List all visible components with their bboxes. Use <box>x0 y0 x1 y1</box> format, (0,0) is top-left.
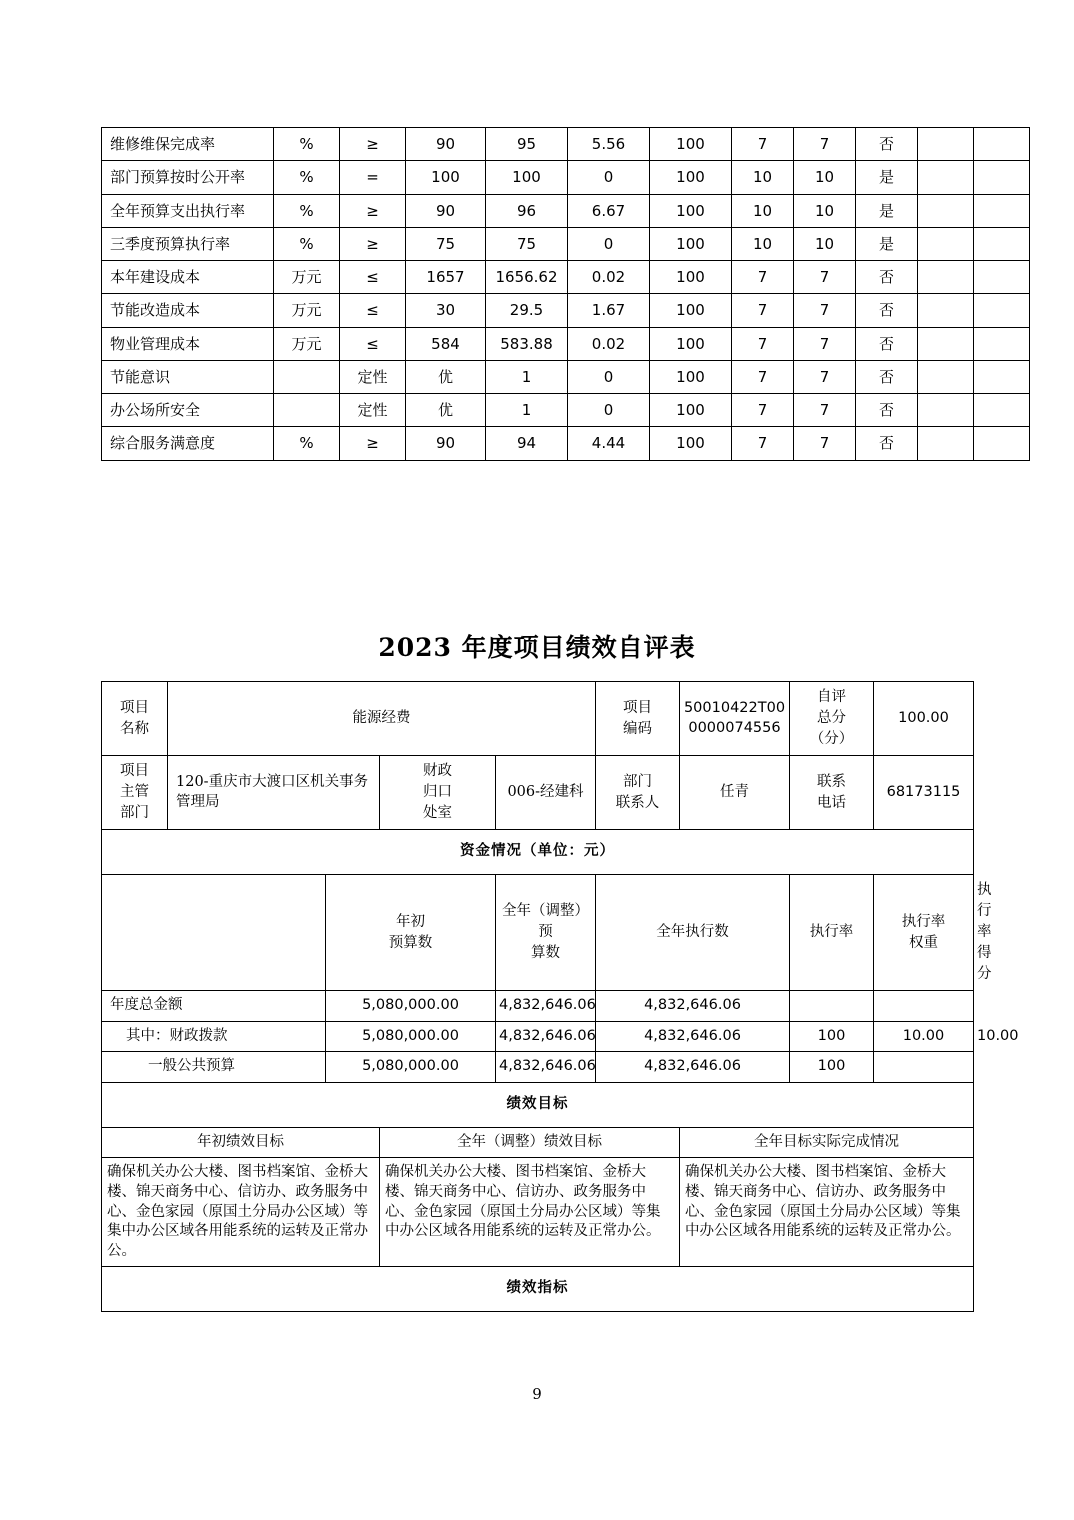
indicator-name: 办公场所安全 <box>102 394 274 427</box>
indicator-actual: 75 <box>486 227 568 260</box>
table-row-goal-banner <box>102 1082 974 1127</box>
table-row <box>102 1052 974 1083</box>
indicator-score-rate: 100 <box>650 227 732 260</box>
indicator-score: 10 <box>794 194 856 227</box>
indicator-extra2 <box>974 394 1030 427</box>
indicator-actual: 1 <box>486 360 568 393</box>
indicator-extra1 <box>918 194 974 227</box>
indicator-operator: ≥ <box>340 227 406 260</box>
label-contact-person <box>596 756 680 830</box>
indicator-weight: 7 <box>732 261 794 294</box>
indicator-score-rate: 100 <box>650 294 732 327</box>
indicator-extra1 <box>918 394 974 427</box>
indicator-deviation: 4.44 <box>568 427 650 460</box>
indicator-section-banner: 绩效指标 <box>102 1267 974 1312</box>
label-project-name <box>102 682 168 756</box>
indicator-score: 7 <box>794 261 856 294</box>
table-row-indicator-banner <box>102 1267 974 1312</box>
indicator-operator: ≤ <box>340 294 406 327</box>
label-self-score-line2: 总分 <box>817 710 846 727</box>
value-contact-phone: 68173115 <box>874 756 974 830</box>
goal-text-actual: 确保机关办公大楼、图书档案馆、金桥大楼、锦天商务中心、信访办、政务服务中心、金色家园（原国土分局办公区域）等集中办公区域各用能系统的运转及正常办公。 <box>680 1158 974 1267</box>
indicator-target: 90 <box>406 427 486 460</box>
indicator-extra2 <box>974 261 1030 294</box>
indicator-unit: 万元 <box>274 327 340 360</box>
table-row-funds-banner <box>102 830 974 875</box>
value-self-score: 100.00 <box>874 682 974 756</box>
indicator-actual: 95 <box>486 128 568 161</box>
funds-section-banner: 资金情况（单位：元） <box>102 830 974 875</box>
table-row <box>102 991 974 1022</box>
page-title: 2023 年度项目绩效自评表 <box>378 633 696 662</box>
indicator-score-rate: 100 <box>650 360 732 393</box>
table-row-goal-text <box>102 1158 974 1267</box>
table-row <box>102 227 1030 260</box>
label-contact-phone-line1: 联系 <box>817 773 846 790</box>
label-project-code-line1: 项目 <box>623 699 652 716</box>
funds-row-exec-weight <box>874 1052 974 1083</box>
indicator-name: 全年预算支出执行率 <box>102 194 274 227</box>
value-finance-dept: 006-经建科 <box>496 756 596 830</box>
funds-header-begin-budget-line1: 年初 <box>396 913 425 930</box>
indicator-unit <box>274 360 340 393</box>
label-finance-dept <box>380 756 496 830</box>
label-project-code-line2: 编码 <box>623 720 652 737</box>
indicator-weight: 7 <box>732 427 794 460</box>
indicator-flag: 否 <box>856 427 918 460</box>
funds-row-begin-budget: 5,080,000.00 <box>326 991 496 1022</box>
indicator-extra2 <box>974 128 1030 161</box>
indicator-deviation: 0 <box>568 360 650 393</box>
goal-header-adjusted: 全年（调整）绩效目标 <box>380 1127 680 1158</box>
funds-header-begin-budget <box>326 875 496 991</box>
indicator-flag: 是 <box>856 227 918 260</box>
label-finance-dept-line3: 处室 <box>423 805 452 822</box>
indicator-target: 1657 <box>406 261 486 294</box>
label-project-code <box>596 682 680 756</box>
indicator-extra1 <box>918 128 974 161</box>
indicator-flag: 是 <box>856 194 918 227</box>
label-self-score-line3: （分） <box>809 731 854 748</box>
indicator-weight: 10 <box>732 227 794 260</box>
funds-row-executed: 4,832,646.06 <box>596 991 790 1022</box>
value-project-name: 能源经费 <box>168 682 596 756</box>
table-row <box>102 194 1030 227</box>
indicator-unit: % <box>274 194 340 227</box>
funds-row-label: 年度总金额 <box>102 991 326 1022</box>
funds-row-begin-budget: 5,080,000.00 <box>326 1021 496 1052</box>
indicator-flag: 否 <box>856 128 918 161</box>
indicator-name: 节能改造成本 <box>102 294 274 327</box>
indicator-score: 7 <box>794 327 856 360</box>
indicator-operator: ≥ <box>340 427 406 460</box>
indicator-weight: 7 <box>732 294 794 327</box>
value-contact-person: 任青 <box>680 756 790 830</box>
indicator-extra1 <box>918 161 974 194</box>
indicator-operator: = <box>340 161 406 194</box>
label-contact-phone-line2: 电话 <box>817 794 846 811</box>
funds-row-exec-rate <box>790 991 874 1022</box>
indicator-flag: 否 <box>856 261 918 294</box>
funds-header-begin-budget-line2: 预算数 <box>388 934 433 951</box>
label-supervising-dept-line2: 主管 <box>120 784 149 801</box>
indicator-score-rate: 100 <box>650 194 732 227</box>
indicator-name: 物业管理成本 <box>102 327 274 360</box>
indicator-score: 10 <box>794 161 856 194</box>
table-row <box>102 427 1030 460</box>
table-row <box>102 394 1030 427</box>
table-row-funds-header: 年初 预算数 全年（调整）预 算数 全年执行数 执行率 执行率 权重 执行率 得分 <box>102 875 974 991</box>
table-row <box>102 327 1030 360</box>
indicator-target: 90 <box>406 128 486 161</box>
indicator-score-rate: 100 <box>650 261 732 294</box>
funds-row-adjusted-budget: 4,832,646.06 <box>496 991 596 1022</box>
indicator-extra1 <box>918 327 974 360</box>
indicator-target: 90 <box>406 194 486 227</box>
funds-row-executed: 4,832,646.06 <box>596 1021 790 1052</box>
indicator-operator: ≤ <box>340 261 406 294</box>
indicator-unit: % <box>274 227 340 260</box>
indicator-extra2 <box>974 327 1030 360</box>
indicator-weight: 7 <box>732 360 794 393</box>
indicator-flag: 否 <box>856 327 918 360</box>
label-self-score <box>790 682 874 756</box>
table-row <box>102 161 1030 194</box>
table-row <box>102 128 1030 161</box>
indicator-unit: % <box>274 427 340 460</box>
funds-header-exec-rate: 执行率 <box>790 875 874 991</box>
indicator-extra2 <box>974 161 1030 194</box>
indicator-weight: 7 <box>732 128 794 161</box>
indicator-deviation: 5.56 <box>568 128 650 161</box>
indicator-flag: 否 <box>856 394 918 427</box>
funds-header-adjusted-budget <box>496 875 596 991</box>
table-row-goal-header <box>102 1127 974 1158</box>
indicator-name: 综合服务满意度 <box>102 427 274 460</box>
table-row-project-name <box>102 682 974 756</box>
funds-row-adjusted-budget: 4,832,646.06 <box>496 1052 596 1083</box>
funds-row-adjusted-budget: 4,832,646.06 <box>496 1021 596 1052</box>
indicator-score: 7 <box>794 427 856 460</box>
indicator-flag: 是 <box>856 161 918 194</box>
project-self-evaluation-table <box>101 681 1019 1312</box>
indicator-deviation: 0.02 <box>568 327 650 360</box>
value-project-code: 50010422T000000074556 <box>680 682 790 756</box>
indicator-score: 7 <box>794 394 856 427</box>
indicator-extra2 <box>974 294 1030 327</box>
indicator-unit: % <box>274 161 340 194</box>
label-contact-phone <box>790 756 874 830</box>
indicator-deviation: 1.67 <box>568 294 650 327</box>
indicator-name: 部门预算按时公开率 <box>102 161 274 194</box>
funds-row-exec-weight: 10.00 <box>874 1021 974 1052</box>
funds-row-exec-rate: 100 <box>790 1021 874 1052</box>
indicator-score-rate: 100 <box>650 327 732 360</box>
indicator-target: 100 <box>406 161 486 194</box>
table-row: 其中：财政拨款 5,080,000.00 4,832,646.06 4,832,646.06 100 10.00 10.00 <box>102 1021 974 1052</box>
indicator-extra1 <box>918 227 974 260</box>
indicator-extra2 <box>974 227 1030 260</box>
indicator-operator: ≥ <box>340 194 406 227</box>
funds-row-exec-weight <box>874 991 974 1022</box>
indicator-actual: 100 <box>486 161 568 194</box>
funds-header-exec-weight-line2: 权重 <box>909 934 938 951</box>
funds-header-exec-weight-line1: 执行率 <box>901 913 946 930</box>
indicator-score: 7 <box>794 360 856 393</box>
indicator-target: 584 <box>406 327 486 360</box>
label-finance-dept-line2: 归口 <box>423 784 452 801</box>
goal-text-adjusted: 确保机关办公大楼、图书档案馆、金桥大楼、锦天商务中心、信访办、政务服务中心、金色家园（原国土分局办公区域）等集中办公区域各用能系统的运转及正常办公。 <box>380 1158 680 1267</box>
goal-text-initial: 确保机关办公大楼、图书档案馆、金桥大楼、锦天商务中心、信访办、政务服务中心、金色家园（原国土分局办公区域）等集中办公区域各用能系统的运转及正常办公。 <box>102 1158 380 1267</box>
indicator-extra1 <box>918 427 974 460</box>
indicator-extra2 <box>974 360 1030 393</box>
indicator-operator: 定性 <box>340 360 406 393</box>
indicator-name: 维修维保完成率 <box>102 128 274 161</box>
funds-header-blank <box>102 875 326 991</box>
label-contact-person-line2: 联系人 <box>615 794 660 811</box>
label-supervising-dept-line1: 项目 <box>120 763 149 780</box>
indicator-operator: ≤ <box>340 327 406 360</box>
indicator-weight: 10 <box>732 194 794 227</box>
funds-row-label: 其中：财政拨款 <box>102 1021 326 1052</box>
indicator-score: 10 <box>794 227 856 260</box>
indicator-deviation: 0 <box>568 161 650 194</box>
indicator-target: 30 <box>406 294 486 327</box>
indicator-extra2 <box>974 427 1030 460</box>
indicator-operator: 定性 <box>340 394 406 427</box>
label-project-name-line1: 项目 <box>120 699 149 716</box>
funds-header-exec-weight <box>874 875 974 991</box>
funds-header-adjusted-budget-line1: 全年（调整）预 <box>502 903 589 941</box>
indicator-score-rate: 100 <box>650 161 732 194</box>
indicator-score-rate: 100 <box>650 427 732 460</box>
indicator-score-rate: 100 <box>650 128 732 161</box>
indicator-extra1 <box>918 294 974 327</box>
table-row <box>102 261 1030 294</box>
indicator-score: 7 <box>794 128 856 161</box>
indicator-actual: 29.5 <box>486 294 568 327</box>
indicator-actual: 583.88 <box>486 327 568 360</box>
indicator-extra1 <box>918 261 974 294</box>
indicator-target: 优 <box>406 360 486 393</box>
indicator-unit <box>274 394 340 427</box>
funds-row-begin-budget: 5,080,000.00 <box>326 1052 496 1083</box>
indicator-flag: 否 <box>856 294 918 327</box>
label-finance-dept-line1: 财政 <box>423 763 452 780</box>
indicator-name: 节能意识 <box>102 360 274 393</box>
indicator-flag: 否 <box>856 360 918 393</box>
value-supervising-dept: 120-重庆市大渡口区机关事务管理局 <box>168 756 380 830</box>
goal-section-banner: 绩效目标 <box>102 1082 974 1127</box>
label-supervising-dept-line3: 部门 <box>120 805 149 822</box>
indicator-unit: % <box>274 128 340 161</box>
funds-row-exec-rate: 100 <box>790 1052 874 1083</box>
indicator-actual: 96 <box>486 194 568 227</box>
funds-header-executed: 全年执行数 <box>596 875 790 991</box>
indicator-actual: 1 <box>486 394 568 427</box>
table-row-department <box>102 756 974 830</box>
label-supervising-dept <box>102 756 168 830</box>
funds-row-label: 一般公共预算 <box>102 1052 326 1083</box>
indicator-actual: 1656.62 <box>486 261 568 294</box>
indicator-deviation: 0 <box>568 394 650 427</box>
page-number: 9 <box>532 1385 542 1403</box>
funds-header-adjusted-budget-line2: 算数 <box>531 945 560 962</box>
indicator-operator: ≥ <box>340 128 406 161</box>
table-row <box>102 294 1030 327</box>
table-row <box>102 360 1030 393</box>
indicator-deviation: 6.67 <box>568 194 650 227</box>
indicator-deviation: 0.02 <box>568 261 650 294</box>
indicator-score-rate: 100 <box>650 394 732 427</box>
indicator-unit: 万元 <box>274 294 340 327</box>
label-contact-person-line1: 部门 <box>623 773 652 790</box>
indicator-name: 三季度预算执行率 <box>102 227 274 260</box>
indicator-unit: 万元 <box>274 261 340 294</box>
indicator-actual: 94 <box>486 427 568 460</box>
indicator-weight: 10 <box>732 161 794 194</box>
indicator-weight: 7 <box>732 327 794 360</box>
indicator-target: 优 <box>406 394 486 427</box>
indicator-deviation: 0 <box>568 227 650 260</box>
performance-indicator-table <box>101 127 1030 461</box>
indicator-extra2 <box>974 194 1030 227</box>
indicator-score: 7 <box>794 294 856 327</box>
indicator-extra1 <box>918 360 974 393</box>
indicator-name: 本年建设成本 <box>102 261 274 294</box>
label-project-name-line2: 名称 <box>120 720 149 737</box>
funds-row-executed: 4,832,646.06 <box>596 1052 790 1083</box>
goal-header-initial: 年初绩效目标 <box>102 1127 380 1158</box>
goal-header-actual: 全年目标实际完成情况 <box>680 1127 974 1158</box>
indicator-weight: 7 <box>732 394 794 427</box>
indicator-target: 75 <box>406 227 486 260</box>
label-self-score-line1: 自评 <box>817 689 846 705</box>
